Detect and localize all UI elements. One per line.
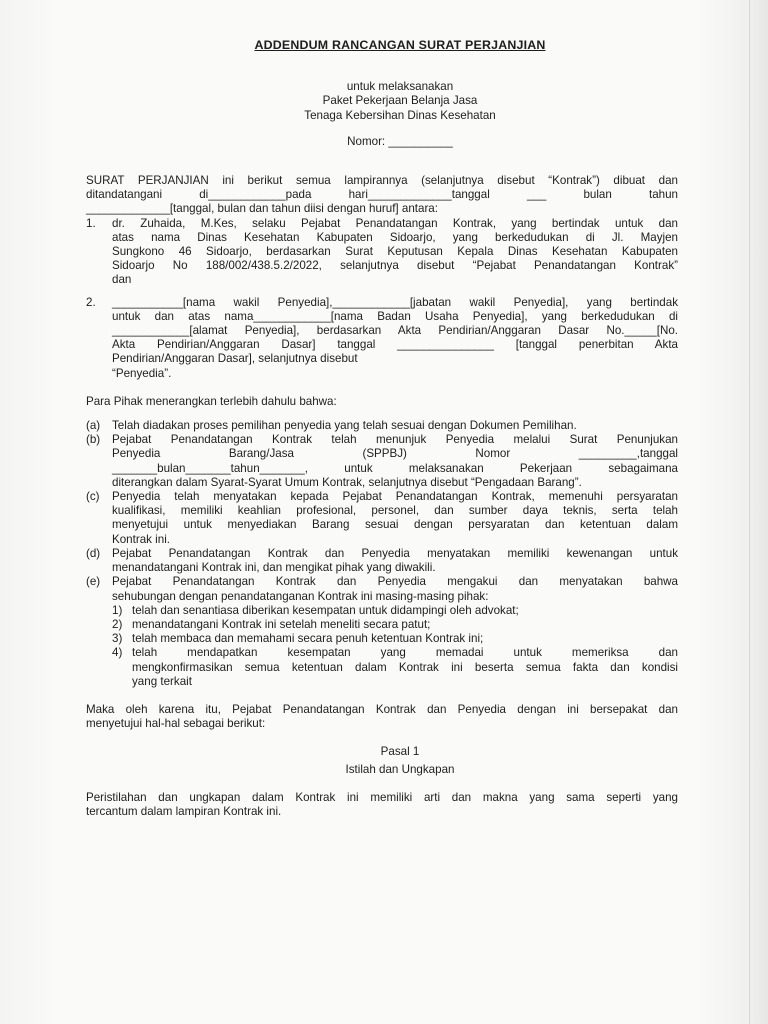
party-1-line: dan xyxy=(112,273,132,287)
item-e-sub-4 xyxy=(112,646,678,689)
intro-line-1: SURAT PERJANJIAN ini berikut semua lampirannya (selanjutnya disebut “Kontrak”) dibuat dan xyxy=(86,174,678,188)
party-1-number: 1. xyxy=(86,216,96,230)
item-b-label: (b) xyxy=(86,433,101,447)
maka-paragraph xyxy=(86,703,678,731)
closing-paragraph xyxy=(86,791,678,819)
item-e xyxy=(86,575,678,689)
pasal-subtitle: Istilah dan Ungkapan xyxy=(345,762,455,776)
item-d-line: menandatangani Kontrak ini, dan mengikat pihak yang diwakili. xyxy=(112,561,436,575)
party-2 xyxy=(86,296,678,381)
maka-line: Maka oleh karena itu, Pejabat Penandatangan Kontrak dan Penyedia dengan ini bersepakat dan xyxy=(86,702,678,716)
item-a xyxy=(86,419,678,433)
party-2-line: Akta Pendirian/Anggaran Dasar] tanggal _______________ [tanggal penerbitan Akta xyxy=(112,338,678,352)
item-e-sub-3 xyxy=(112,632,678,646)
item-e-line: sehubungan dengan penandatanganan Kontrak ini masing-masing pihak: xyxy=(112,589,489,603)
document-body xyxy=(86,38,678,819)
party-2-line: ____________[alamat Penyedia], berdasarkan Akta Pendirian/Anggaran Dasar No._____[No. xyxy=(112,324,678,338)
page-edge xyxy=(749,0,750,1024)
party-1-line: Sungkono 46 Sidoarjo, berdasarkan Surat Keputusan Kepala Dinas Kesehatan Kabupaten xyxy=(112,245,678,259)
item-c-line: Kontrak ini. xyxy=(112,532,170,546)
sub-text: menandatangani Kontrak ini setelah meneliti secara patut; xyxy=(132,617,431,631)
item-b-line: Pejabat Penandatangan Kontrak telah menunjuk Penyedia melalui Surat Penunjukan xyxy=(112,433,678,447)
item-c-line: Penyedia telah menyatakan kepada Pejabat Penandatangan Kontrak, memenuhi persyaratan xyxy=(112,490,678,504)
party-2-number: 2. xyxy=(86,295,96,309)
sub-number: 4) xyxy=(112,646,123,660)
party-2-line: Pendirian/Anggaran Dasar], selanjutnya disebut xyxy=(112,352,358,366)
intro-line-3: _____________[tanggal, bulan dan tahun diisi dengan huruf] antara: xyxy=(86,202,438,216)
nomor-line: Nomor: __________ xyxy=(347,134,453,148)
item-b-line: Penyedia Barang/Jasa (SPPBJ) Nomor _________,tanggal xyxy=(112,447,678,461)
item-d-line: Pejabat Penandatangan Kontrak dan Penyedia menyatakan memiliki kewenangan untuk xyxy=(112,546,678,560)
pasal-title: Pasal 1 xyxy=(380,745,420,759)
para-pihak-heading: Para Pihak menerangkan terlebih dahulu bahwa: xyxy=(86,394,337,408)
party-1-line: atas nama Dinas Kesehatan Kabupaten Sidoarjo, yang berkedudukan di Jl. Mayjen xyxy=(112,230,678,244)
item-b-line: diterangkan dalam Syarat-Syarat Umum Kontrak, selanjutnya disebut “Pengadaan Barang”. xyxy=(112,475,582,489)
item-e-sub-1 xyxy=(112,604,678,618)
item-b-line: _______bulan_______tahun_______, untuk melaksanakan Pekerjaan sebagaimana xyxy=(112,461,678,475)
item-e-sub-2 xyxy=(112,618,678,632)
item-c-line: kualifikasi, memiliki keahlian profesional, personel, dan sumber daya teknis, serta telah xyxy=(112,504,678,518)
item-c-line: menyetujui untuk menyediakan Barang sesuai dengan persyaratan dan ketentuan dalam xyxy=(112,518,678,532)
sub-number: 2) xyxy=(112,617,123,631)
sub-text: telah membaca dan memahami secara penuh ketentuan Kontrak ini; xyxy=(132,632,484,646)
sub-text: telah mendapatkan kesempatan yang memadai untuk memeriksa dan xyxy=(132,646,678,660)
subtitle-line-3: Tenaga Kebersihan Dinas Kesehatan xyxy=(304,108,496,122)
item-d xyxy=(86,547,678,575)
party-2-line: ___________[nama wakil Penyedia],____________[jabatan wakil Penyedia], yang bertindak xyxy=(112,295,678,309)
maka-line: menyetujui hal-hal sebagai berikut: xyxy=(86,717,266,731)
party-1 xyxy=(86,217,678,288)
intro-line-2: ditandatangani di____________pada hari_____________tanggal ___ bulan tahun xyxy=(86,188,678,202)
subtitle-line-2: Paket Pekerjaan Belanja Jasa xyxy=(322,94,478,108)
item-a-label: (a) xyxy=(86,419,101,433)
item-d-label: (d) xyxy=(86,546,101,560)
intro-paragraph xyxy=(86,174,678,217)
party-2-line: “Penyedia”. xyxy=(112,366,172,380)
sub-number: 1) xyxy=(112,603,123,617)
closing-line: Peristilahan dan ungkapan dalam Kontrak ini memiliki arti dan makna yang sama seperti yang xyxy=(86,790,678,804)
item-c-label: (c) xyxy=(86,490,100,504)
sub-text: yang terkait xyxy=(132,674,192,688)
item-a-text: Telah diadakan proses pemilihan penyedia yang telah sesuai dengan Dokumen Pemilihan. xyxy=(112,419,577,433)
item-b xyxy=(86,433,678,490)
item-c xyxy=(86,490,678,547)
document-title: ADDENDUM RANCANGAN SURAT PERJANJIAN xyxy=(254,38,546,52)
subtitle-line-1: untuk melaksanakan xyxy=(346,80,454,94)
closing-line: tercantum dalam lampiran Kontrak ini. xyxy=(86,804,282,818)
sub-text: telah dan senantiasa diberikan kesempatan untuk didampingi oleh advokat; xyxy=(132,603,519,617)
sub-text: mengkonfirmasikan semua ketentuan dalam Kontrak ini beserta semua fakta dan kondisi xyxy=(132,660,678,674)
item-e-label: (e) xyxy=(86,575,101,589)
party-1-line: dr. Zuhaida, M.Kes, selaku Pejabat Penandatangan Kontrak, yang bertindak untuk dan xyxy=(112,216,678,230)
party-1-line: Sidoarjo No 188/002/438.5.2/2022, selanjutnya disebut “Pejabat Penandatangan Kontrak” xyxy=(112,259,678,273)
sub-number: 3) xyxy=(112,632,123,646)
party-2-line: untuk dan atas nama____________[nama Badan Usaha Penyedia], yang berkedudukan di xyxy=(112,309,678,323)
item-e-line: Pejabat Penandatangan Kontrak dan Penyedia mengakui dan menyatakan bahwa xyxy=(112,575,678,589)
